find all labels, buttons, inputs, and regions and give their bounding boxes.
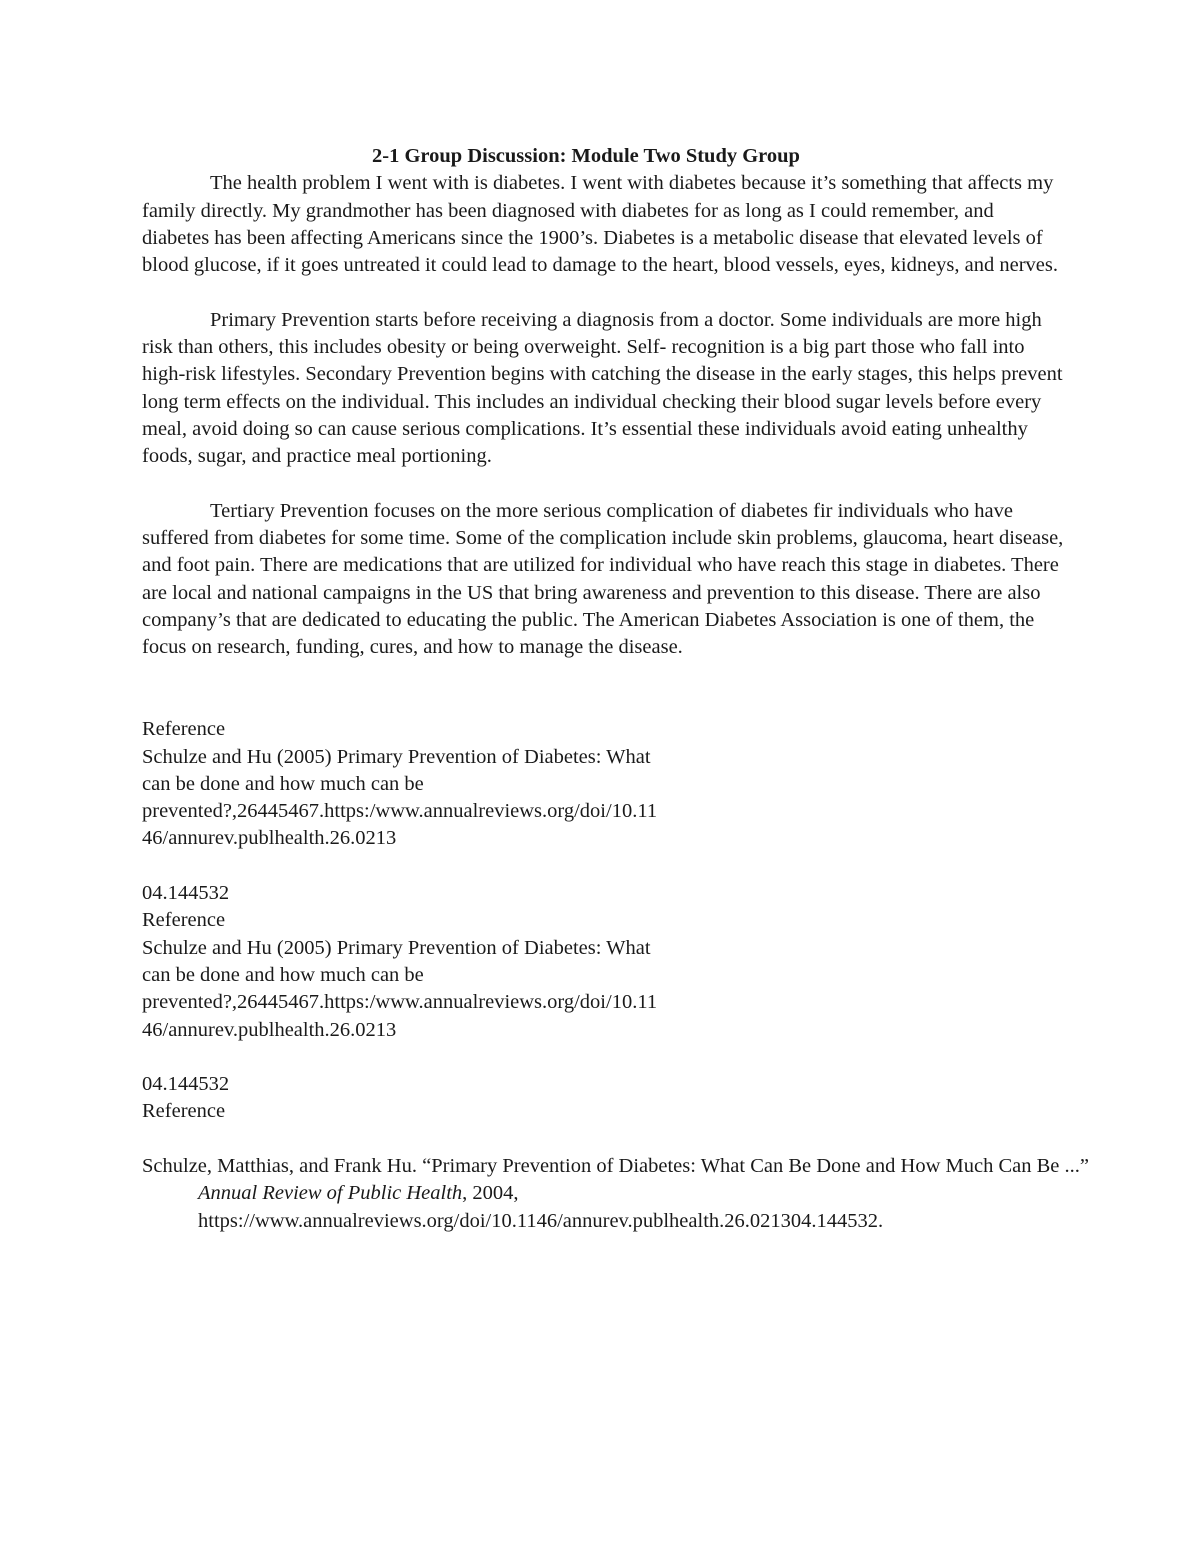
reference-line: can be done and how much can be bbox=[142, 772, 424, 795]
reference-heading: Reference bbox=[142, 1100, 226, 1123]
reference-line: 46/annurev.publhealth.26.0213 bbox=[142, 1018, 397, 1041]
spacer bbox=[142, 279, 1064, 306]
spacer bbox=[142, 662, 1064, 717]
spacer bbox=[142, 471, 1064, 498]
reference-line: 46/annurev.publhealth.26.0213 bbox=[142, 827, 397, 850]
citation-tail: , 2004, https://www.annualreviews.org/doi/10.1146/annurev.publhealth.26.021304.144532. bbox=[198, 1182, 884, 1232]
paragraph-intro: The health problem I went with is diabetes. I went with diabetes because it’s something that affects my family directly. My grandmother has been diagnosed with diabetes for as long as I could remember, and diabetes has been affecting Americans since the 1900’s. Diabetes is a metabolic disease that elevated levels of blood glucose, if it goes untreated it could lead to damage to the heart, blood vessels, eyes, kidneys, and nerves. bbox=[142, 172, 1058, 277]
reference-block-2 bbox=[142, 880, 742, 1044]
reference-number: 04.144532 bbox=[142, 1073, 230, 1096]
reference-line: prevented?,26445467.https:/www.annualreviews.org/doi/10.11 bbox=[142, 991, 658, 1014]
reference-heading: Reference bbox=[142, 909, 226, 932]
reference-block-1 bbox=[142, 716, 742, 852]
reference-number: 04.144532 bbox=[142, 882, 230, 905]
final-reference-citation bbox=[142, 1153, 1120, 1235]
reference-block-3 bbox=[142, 1071, 742, 1126]
paragraph-tertiary: Tertiary Prevention focuses on the more serious complication of diabetes fir individuals who have suffered from diabetes for some time. Some of the complication include skin problems, glaucoma, heart disease, and foot pain. There are medications that are utilized for individual who have reach this stage in diabetes. There are local and national campaigns in the US that bring awareness and prevention to this disease. There are also company’s that are dedicated to educating the public. The American Diabetes Association is one of them, the focus on research, funding, cures, and how to manage the disease. bbox=[142, 499, 1064, 659]
document-body bbox=[142, 143, 1089, 1235]
spacer bbox=[142, 853, 1064, 880]
citation-lead: Schulze, Matthias, and Frank Hu. “Primary Prevention of Diabetes: What Can Be Done and How Much Can Be ...” bbox=[142, 1154, 1089, 1177]
reference-heading: Reference bbox=[142, 718, 226, 741]
paragraph-primary-secondary: Primary Prevention starts before receiving a diagnosis from a doctor. Some individuals are more high risk than others, this includes obesity or being overweight. Self- recognition is a big part those who fall into high-risk lifestyles. Secondary Prevention begins with catching the disease in the early stages, this helps prevent long term effects on the individual. This includes an individual checking their blood sugar levels before every meal, avoid doing so can cause serious complications. It’s essential these individuals avoid eating unhealthy foods, sugar, and practice meal portioning. bbox=[142, 308, 1063, 468]
spacer bbox=[142, 1044, 1064, 1071]
reference-line: can be done and how much can be bbox=[142, 963, 424, 986]
spacer bbox=[142, 1126, 1064, 1153]
document-title: 2-1 Group Discussion: Module Two Study Group bbox=[372, 145, 800, 167]
reference-line: Schulze and Hu (2005) Primary Prevention of Diabetes: What bbox=[142, 745, 651, 768]
reference-line: Schulze and Hu (2005) Primary Prevention of Diabetes: What bbox=[142, 936, 651, 959]
reference-line: prevented?,26445467.https:/www.annualreviews.org/doi/10.11 bbox=[142, 800, 658, 823]
citation-journal: Annual Review of Public Health bbox=[198, 1182, 463, 1205]
